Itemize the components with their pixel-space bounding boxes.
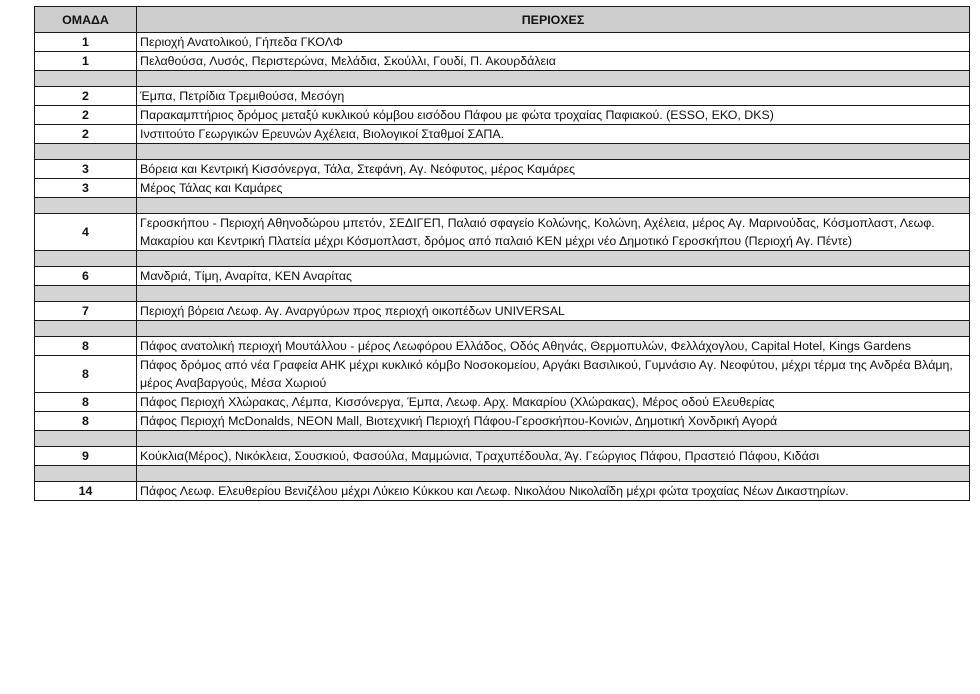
table-row <box>35 412 970 431</box>
separator-cell <box>35 71 137 87</box>
table-row <box>35 160 970 179</box>
table-row <box>35 267 970 286</box>
table-row <box>35 482 970 501</box>
group-number-cell: 3 <box>35 179 137 198</box>
areas-cell: Πάφος Περιοχή McDonalds, NEON Mall, Βιοτεχνική Περιοχή Πάφου-Γεροσκήπου-Κονιών, Δημοτική Χονδρική Αγορά <box>137 412 970 431</box>
separator-cell <box>35 144 137 160</box>
separator-row <box>35 144 970 160</box>
separator-row <box>35 71 970 87</box>
areas-cell: Πάφος δρόμος από νέα Γραφεία ΑΗΚ μέχρι κυκλικό κόμβο Νοσοκομείου, Αργάκι Βασιλικού, Γυμνάσιο Αγ. Νεοφύτου, μέχρι τέρμα της Ανδρέα Βλάμη, μέρος Αναβαργούς, Μέσα Χωριού <box>137 356 970 393</box>
areas-cell: Πελαθούσα, Λυσός, Περιστερώνα, Μελάδια, Σκούλλι, Γουδί, Π. Ακουρδάλεια <box>137 52 970 71</box>
separator-row <box>35 286 970 302</box>
group-number-cell: 9 <box>35 447 137 466</box>
areas-cell: Κούκλια(Μέρος), Νικόκλεια, Σουσκιού, Φασούλα, Μαμμώνια, Τραχυπέδουλα, Άγ. Γεώργιος Πάφου, Πραστειό Πάφου, Κιδάσι <box>137 447 970 466</box>
table-row <box>35 52 970 71</box>
group-number-cell: 8 <box>35 393 137 412</box>
separator-cell <box>35 466 137 482</box>
table-row <box>35 356 970 393</box>
separator-cell <box>35 321 137 337</box>
separator-row <box>35 251 970 267</box>
separator-row <box>35 431 970 447</box>
header-areas: ΠΕΡΙΟΧΕΣ <box>137 7 970 33</box>
areas-cell: Μέρος Τάλας και Καμάρες <box>137 179 970 198</box>
areas-cell: Μανδριά, Τίμη, Αναρίτα, ΚΕΝ Αναρίτας <box>137 267 970 286</box>
separator-cell <box>137 71 970 87</box>
group-number-cell: 7 <box>35 302 137 321</box>
separator-cell <box>137 144 970 160</box>
separator-cell <box>35 198 137 214</box>
separator-cell <box>137 286 970 302</box>
separator-row <box>35 466 970 482</box>
areas-cell: Περιοχή Ανατολικού, Γήπεδα ΓΚΟΛΦ <box>137 33 970 52</box>
separator-cell <box>35 431 137 447</box>
group-number-cell: 2 <box>35 106 137 125</box>
separator-row <box>35 198 970 214</box>
separator-cell <box>137 198 970 214</box>
group-number-cell: 8 <box>35 356 137 393</box>
areas-cell: Γεροσκήπου - Περιοχή Αθηνοδώρου μπετόν, ΣΕΔΙΓΕΠ, Παλαιό σφαγείο Κολώνης, Κολώνη, Αχέλεια, μέρος Αγ. Μαρινούδας, Κόσμοπλαστ, Λεωφ. Μακαρίου και Κεντρική Πλατεία μέχρι Κόσμοπλαστ, δρόμος από παλαιό ΚΕΝ μέχρι νέο Δημοτικό Γεροσκήπου (Περιοχή Αγ. Πέντε) <box>137 214 970 251</box>
group-number-cell: 6 <box>35 267 137 286</box>
table-row <box>35 87 970 106</box>
group-number-cell: 1 <box>35 52 137 71</box>
group-number-cell: 14 <box>35 482 137 501</box>
table-row <box>35 393 970 412</box>
table-row <box>35 214 970 251</box>
areas-cell: Βόρεια και Κεντρική Κισσόνεργα, Τάλα, Στεφάνη, Αγ. Νεόφυτος, μέρος Καμάρες <box>137 160 970 179</box>
areas-table <box>34 6 970 501</box>
areas-cell: Πάφος ανατολική περιοχή Μουτάλλου - μέρος Λεωφόρου Ελλάδος, Οδός Αθηνάς, Θερμοπυλών, Φελλάχογλου, Capital Hotel, Kings Gardens <box>137 337 970 356</box>
header-row <box>35 7 970 33</box>
separator-cell <box>137 321 970 337</box>
group-number-cell: 1 <box>35 33 137 52</box>
separator-row <box>35 321 970 337</box>
areas-cell: Ινστιτούτο Γεωργικών Ερευνών Αχέλεια, Βιολογικοί Σταθμοί ΣΑΠΑ. <box>137 125 970 144</box>
group-number-cell: 8 <box>35 412 137 431</box>
separator-cell <box>137 466 970 482</box>
group-number-cell: 2 <box>35 87 137 106</box>
separator-cell <box>137 431 970 447</box>
table-row <box>35 106 970 125</box>
separator-cell <box>35 286 137 302</box>
areas-cell: Πάφος Λεωφ. Ελευθερίου Βενιζέλου μέχρι Λύκειο Κύκκου και Λεωφ. Νικολάου Νικολαΐδη μέχρι φώτα τροχαίας Νέων Δικαστηρίων. <box>137 482 970 501</box>
table-row <box>35 337 970 356</box>
group-number-cell: 8 <box>35 337 137 356</box>
group-number-cell: 4 <box>35 214 137 251</box>
areas-cell: Περιοχή βόρεια Λεωφ. Αγ. Αναργύρων προς περιοχή οικοπέδων UNIVERSAL <box>137 302 970 321</box>
areas-cell: Παρακαμπτήριος δρόμος μεταξύ κυκλικού κόμβου εισόδου Πάφου με φώτα τροχαίας Παφιακού. (ESSO, ΕΚΟ, DKS) <box>137 106 970 125</box>
table-row <box>35 125 970 144</box>
areas-cell: Έμπα, Πετρίδια Τρεμιθούσα, Μεσόγη <box>137 87 970 106</box>
table-row <box>35 179 970 198</box>
separator-cell <box>137 251 970 267</box>
separator-cell <box>35 251 137 267</box>
table-row <box>35 302 970 321</box>
table-body <box>35 33 970 501</box>
table-row <box>35 33 970 52</box>
group-number-cell: 3 <box>35 160 137 179</box>
areas-cell: Πάφος Περιοχή Χλώρακας, Λέμπα, Κισσόνεργα, Έμπα, Λεωφ. Αρχ. Μακαρίου (Χλώρακας), Μέρος οδού Ελευθερίας <box>137 393 970 412</box>
table-row <box>35 447 970 466</box>
group-number-cell: 2 <box>35 125 137 144</box>
header-group: ΟΜΑΔΑ <box>35 7 137 33</box>
